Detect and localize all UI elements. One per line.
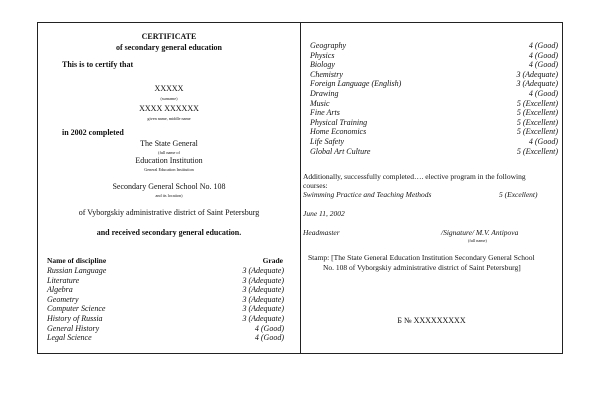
school-caption: and its location)	[155, 193, 183, 198]
stamp-line-1: Stamp: [The State General Education Institution Secondary General School	[308, 253, 535, 262]
right-grade-row-grade: 5 (Excellent)	[516, 146, 558, 156]
left-grade-row-subject: Legal Science	[47, 333, 92, 343]
surname-caption: (surname)	[160, 96, 178, 101]
right-grade-row-subject: Life Safety	[310, 137, 344, 146]
given-name: XXXX XXXXXX	[139, 104, 199, 113]
right-grade-row-grade: 5 (Excellent)	[516, 98, 558, 108]
institution-caption-2: General Education Institution	[144, 167, 194, 172]
left-grade-row-subject: General History	[47, 323, 100, 333]
right-page	[301, 22, 562, 352]
received-line: and received secondary general education.	[96, 228, 242, 237]
surname: XXXXX	[154, 84, 184, 93]
right-grade-row-grade: 4 (Good)	[528, 60, 558, 70]
certify-line: This is to certify that	[62, 60, 134, 69]
right-grade-row-subject: Drawing	[310, 89, 339, 98]
right-grade-row-grade: 4 (Good)	[528, 50, 558, 60]
right-grade-row-subject: Biology	[310, 60, 335, 70]
right-grade-row-grade: 5 (Excellent)	[516, 127, 558, 137]
institution-line-2: Education Institution	[135, 156, 203, 165]
elective-grade: 5 (Excellent)	[499, 190, 538, 199]
discipline-header: Name of discipline	[47, 256, 107, 265]
right-grade-row-grade: 4 (Good)	[528, 137, 558, 146]
right-grade-row-subject: Foreign Language (English)	[310, 79, 402, 89]
district-line: of Vyborgskiy administrative district of Saint Petersburg	[78, 208, 260, 217]
right-grade-row-grade: 4 (Good)	[528, 41, 558, 50]
right-grade-row-subject: Music	[310, 98, 330, 108]
left-grade-row-subject: Algebra	[47, 285, 73, 295]
left-grade-row-grade: 4 (Good)	[254, 323, 284, 333]
year-line: in 2002 completed	[62, 128, 124, 137]
left-grade-row-subject: History of Russia	[47, 314, 103, 323]
signature: /Signature/ M.V. Antipova	[441, 228, 519, 237]
issue-date: June 11, 2002	[303, 209, 345, 218]
left-grade-row-grade: 3 (Adequate)	[242, 314, 284, 323]
left-grade-row-grade: 3 (Adequate)	[242, 275, 284, 285]
certificate-subtitle: of secondary general education	[116, 43, 222, 52]
left-grade-row-grade: 3 (Adequate)	[242, 294, 284, 304]
grade-header: Grade	[262, 256, 283, 265]
right-grade-row-grade: 5 (Excellent)	[516, 108, 558, 118]
right-grade-row-subject: Home Economics	[310, 127, 367, 137]
elective-course: Swimming Practice and Teaching Methods	[303, 190, 432, 199]
right-grade-row-grade: 3 (Adequate)	[516, 69, 558, 79]
given-name-caption: given name, middle name	[147, 116, 191, 121]
elective-intro-1: Additionally, successfully completed…. elective program in the following	[303, 172, 526, 181]
left-grade-row-subject: Literature	[47, 275, 80, 285]
right-grade-row-grade: 5 (Excellent)	[516, 117, 558, 127]
serial-number: Б № XXXXXXXXX	[397, 316, 466, 325]
institution-line-1: The State General	[140, 139, 198, 148]
left-grade-row-subject: Geometry	[47, 294, 79, 304]
left-grade-row-subject: Computer Science	[47, 304, 106, 314]
left-grade-row-grade: 3 (Adequate)	[242, 285, 284, 295]
certificate-title: CERTIFICATE	[141, 32, 197, 41]
institution-caption-1: (full name of	[158, 150, 180, 155]
headmaster-label: Headmaster	[303, 228, 340, 237]
right-grade-row-subject: Physical Training	[310, 117, 368, 127]
right-grade-row-subject: Fine Arts	[310, 108, 340, 118]
school-name: Secondary General School No. 108	[112, 182, 226, 191]
right-grade-row-subject: Global Art Culture	[310, 146, 371, 156]
stamp-line-2: No. 108 of Vyborgskiy administrative district of Saint Petersburg]	[323, 263, 521, 272]
left-grade-row-grade: 4 (Good)	[254, 333, 284, 343]
left-grade-row-grade: 3 (Adequate)	[242, 304, 284, 314]
right-grade-row-subject: Geography	[310, 41, 346, 50]
right-grade-row-grade: 4 (Good)	[528, 89, 558, 98]
left-grade-row-grade: 3 (Adequate)	[242, 266, 284, 275]
right-grade-row-grade: 3 (Adequate)	[516, 79, 558, 89]
left-page	[38, 22, 300, 352]
left-grade-row-subject: Russian Language	[47, 266, 107, 275]
right-grade-row-subject: Chemistry	[310, 69, 343, 79]
right-grade-row-subject: Physics	[310, 50, 335, 60]
elective-intro-2: courses:	[303, 181, 328, 190]
signature-caption: (full name)	[468, 238, 487, 243]
